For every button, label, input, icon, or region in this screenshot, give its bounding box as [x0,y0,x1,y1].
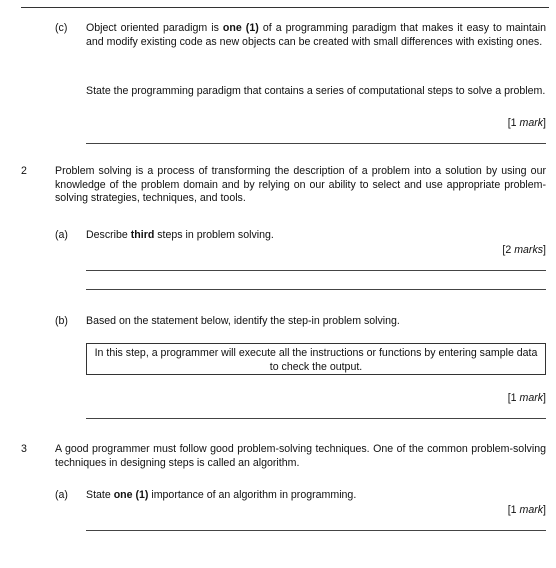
q2a-text-post: steps in problem solving. [154,229,274,241]
q1c-answer-line[interactable] [86,143,546,144]
q2-number: 2 [21,165,27,177]
q1c-marks [380,117,546,131]
q3a-text [86,489,546,503]
q3a-marks-num: [1 [507,504,520,516]
q2a-answer-line-1[interactable] [86,270,546,271]
q2-stem: Problem solving is a process of transforming the description of a problem into a solution by using our knowledge of the problem domain and by relying on our ability to select and use appropriate problem-solving strategies, techniques, and tools. [55,165,546,204]
q3a-answer-line[interactable] [86,530,546,531]
q2b-marks-word: mark [519,392,544,404]
q2b-answer-line[interactable] [86,418,546,419]
q3a-marks [380,504,546,518]
q3a-text-bold: one (1) [113,489,149,501]
q3a-text-post: importance of an algorithm in programming. [148,489,357,501]
q2b-marks [380,392,546,406]
q1c-label: (c) [55,22,68,34]
q2a-marks-num: [2 [502,244,515,256]
q3-number: 3 [21,443,27,455]
q1c-statement-pre: Object oriented paradigm is [86,22,223,34]
q1c-marks-word: mark [519,117,544,129]
q3a-marks-end: ] [543,504,546,516]
q2b-statement-box: In this step, a programmer will execute all the instructions or functions by entering sample data to check the output. [86,343,546,375]
q2b-marks-num: [1 [507,392,520,404]
q3-stem: A good programmer must follow good problem-solving techniques. One of the common problem-solving techniques in designing steps is called an algorithm. [55,443,546,469]
q2a-text-bold: third [130,229,155,241]
q1c-statement-post: of a programming paradigm that makes it easy to maintain and modify existing code as new objects can be created with small differences with existing ones. [86,22,546,48]
q1c-marks-end: ] [543,117,546,129]
q1c-statement-bold: one (1) [222,22,259,34]
q2a-label: (a) [55,229,68,241]
q1c-prompt: State the programming paradigm that contains a series of computational steps to solve a problem. [86,85,546,97]
q3a-marks-word: mark [519,504,544,516]
q2a-marks [380,244,546,258]
q3a-text-pre: State [86,489,114,501]
q2b-label: (b) [55,315,68,327]
q2b-text: Based on the statement below, identify the step-in problem solving. [86,315,400,327]
q2a-text [86,229,546,243]
q3a-label: (a) [55,489,68,501]
q2a-marks-end: ] [543,244,546,256]
q2b-marks-end: ] [543,392,546,404]
q1c-marks-num: [1 [507,117,520,129]
q2a-marks-word: marks [514,244,544,256]
q2a-text-pre: Describe [86,229,131,241]
q1c-statement [86,22,546,49]
q2a-answer-line-2[interactable] [86,289,546,290]
top-rule [21,7,549,8]
